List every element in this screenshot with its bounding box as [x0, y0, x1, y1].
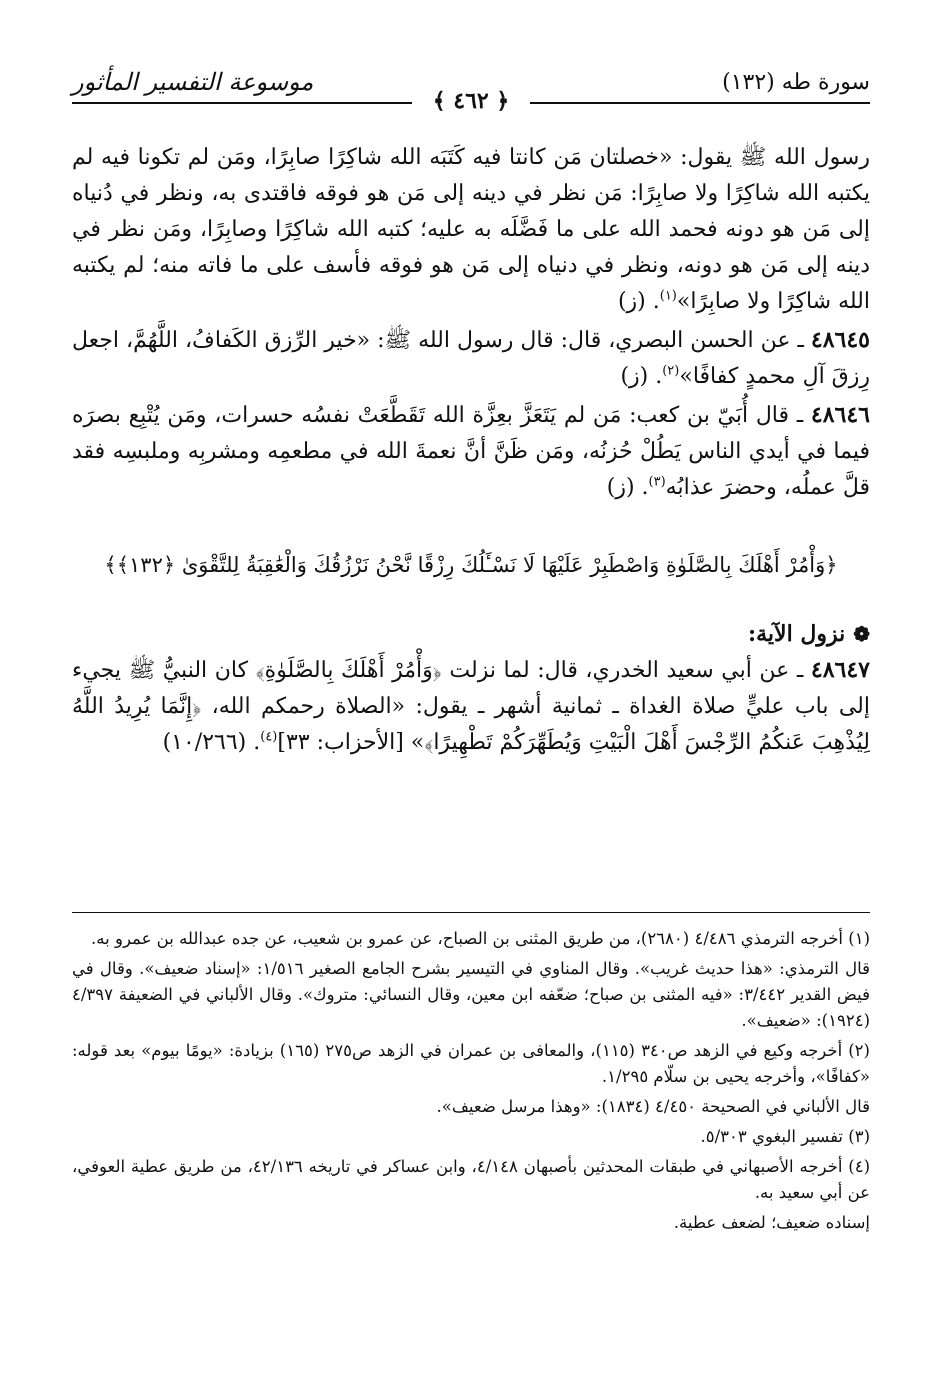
footnotes [72, 926, 870, 1236]
footnote: (٢) أخرجه وكيع في الزهد ص٣٤٠ (١١٥)، والمعافى بن عمران في الزهد ص٢٧٥ (١٦٥) بزيادة: «يومًا بيوم» بعد قوله: «كفافًا»، وأخرجه يحيى بن سلّام ١/٢٩٥. [72, 1041, 870, 1086]
footnote: (٣) تفسير البغوي ٥/٣٠٣. [700, 1127, 870, 1146]
footnote-ref: (٤) [260, 729, 278, 745]
paragraph-text: ـ عن أبي سعيد الخدري، قال: لما نزلت ﴿وَأْمُرْ أَهْلَكَ بِالصَّلَوٰةِ﴾ كان النبيُّ ﷺ يجيء إلى باب عليٍّ صلاة الغداة ـ ثمانية أشهر ـ يقول: «الصلاة رحمكم الله، ﴿إِنَّمَا يُرِيدُ اللَّهُ لِيُذْهِبَ عَنكُمُ الرِّجْسَ أَهْلَ الْبَيْتِ وَيُطَهِّرَكُمْ تَطْهِيرًا﴾» [الأحزاب: ٣٣] [72, 658, 870, 755]
paragraph-tail: . (ز) [617, 289, 660, 314]
footnote: قال الترمذي: «هذا حديث غريب». وقال المناوي في التيسير بشرح الجامع الصغير ١/٥١٦: «إسناد ضعيف». وقال في فيض القدير ٣/٤٤٢: «فيه المثنى بن صباح؛ ضعّفه ابن معين، وقال النسائي: متروك». وقال الألباني في الضعيفة ٤/٣٩٧ (١٩٢٤): «ضعيف». [72, 959, 871, 1030]
hadith-paragraph [72, 322, 870, 395]
footnote: قال الألباني في الصحيحة ٤/٤٥٠ (١٨٣٤): «وهذا مرسل ضعيف». [436, 1097, 870, 1116]
header-rule-left [72, 102, 412, 104]
page-number: ﴿ ٤٦٢ ﴾ [432, 88, 510, 114]
hadith-number: ٤٨٦٤٥ [810, 327, 870, 353]
flower-ornament-icon: ❁ [853, 622, 870, 646]
footnote-ref: (٢) [662, 363, 680, 379]
hadith-number: ٤٨٦٤٧ [810, 657, 870, 683]
paragraph-text: ـ قال أُبَيّ بن كعب: مَن لم يَتَعَزَّ بعِزَّة الله تَقَطَّعَتْ نفسُه حسرات، ومَن يُتْبِع بصرَه فيما في أيدي الناس يَطُلْ حُزنُه، ومَن ظَنَّ أنَّ نعمةَ الله في مطعمِه ومشربِه وملبسِه فقد قلَّ عملُه، وحضرَ عذابُه [72, 403, 870, 500]
quran-verse: ﴿وَأْمُرْ أَهْلَكَ بِالصَّلَوٰةِ وَاصْطَبِرْ عَلَيْهَا لَا نَسْـَٔلُكَ رِزْقًا نَّحْنُ نَرْزُقُكَ وَالْعَٰقِبَةُ لِلتَّقْوَىٰ ﴿١٣٢﴾﴾ [104, 553, 838, 577]
surah-title: سورة طه (١٣٢) [722, 70, 870, 95]
hadith-number: ٤٨٦٤٦ [810, 402, 870, 428]
footnote: (٤) أخرجه الأصبهاني في طبقات المحدثين بأصبهان ٤/١٤٨، وابن عساكر في تاريخه ٤٢/١٣٦، من طريق عطية العوفي، عن أبي سعيد به. [72, 1157, 870, 1202]
header-rule-right [530, 102, 870, 104]
footnote-ref: (٣) [648, 474, 666, 490]
main-text [72, 140, 870, 761]
book-title: موسوعة التفسير المأثور [72, 68, 314, 96]
paragraph-continued [72, 140, 870, 320]
paragraph-tail: . (١٠/٢٦٦) [162, 730, 261, 755]
footnote-divider [72, 912, 870, 913]
page-header [72, 62, 870, 114]
section-heading [72, 616, 870, 652]
footnote-ref: (١) [659, 288, 677, 304]
paragraph-text: ـ عن الحسن البصري، قال: قال رسول الله ﷺ: «خير الرِّزق الكَفافُ، اللَّهُمَّ، اجعل رِزقَ آلِ محمدٍ كفافًا» [72, 328, 870, 389]
paragraph-tail: . (ز) [620, 364, 663, 389]
hadith-paragraph [72, 397, 870, 506]
section-title: نزول الآية: [748, 621, 846, 647]
paragraph-tail: . (ز) [606, 475, 649, 500]
paragraph-text: رسول الله ﷺ يقول: «خصلتان مَن كانتا فيه كَتَبَه الله شاكِرًا صابِرًا، ومَن لم تكونا فيه لم يكتبه الله شاكِرًا ولا صابِرًا: مَن نظر في دينه إلى مَن هو فوقه فاقتدى به، ونظر في دُنياه إلى مَن هو دونه فحمد الله على ما فَضَّلَه به عليه؛ كتبه الله شاكِرًا وصابِرًا، ومَن نظر في دينه إلى مَن هو دونه، ونظر في دنياه إلى مَن هو فوقه فأسف على ما فاته منه؛ لم يكتبه الله شاكِرًا ولا صابِرًا» [72, 145, 871, 314]
footnote: (١) أخرجه الترمذي ٤/٤٨٦ (٢٦٨٠)، من طريق المثنى بن الصباح، عن عمرو بن شعيب، عن جده عبدالله بن عمرو به. [91, 929, 870, 948]
hadith-paragraph [72, 652, 870, 761]
footnote: إسناده ضعيف؛ لضعف عطية. [673, 1213, 870, 1232]
